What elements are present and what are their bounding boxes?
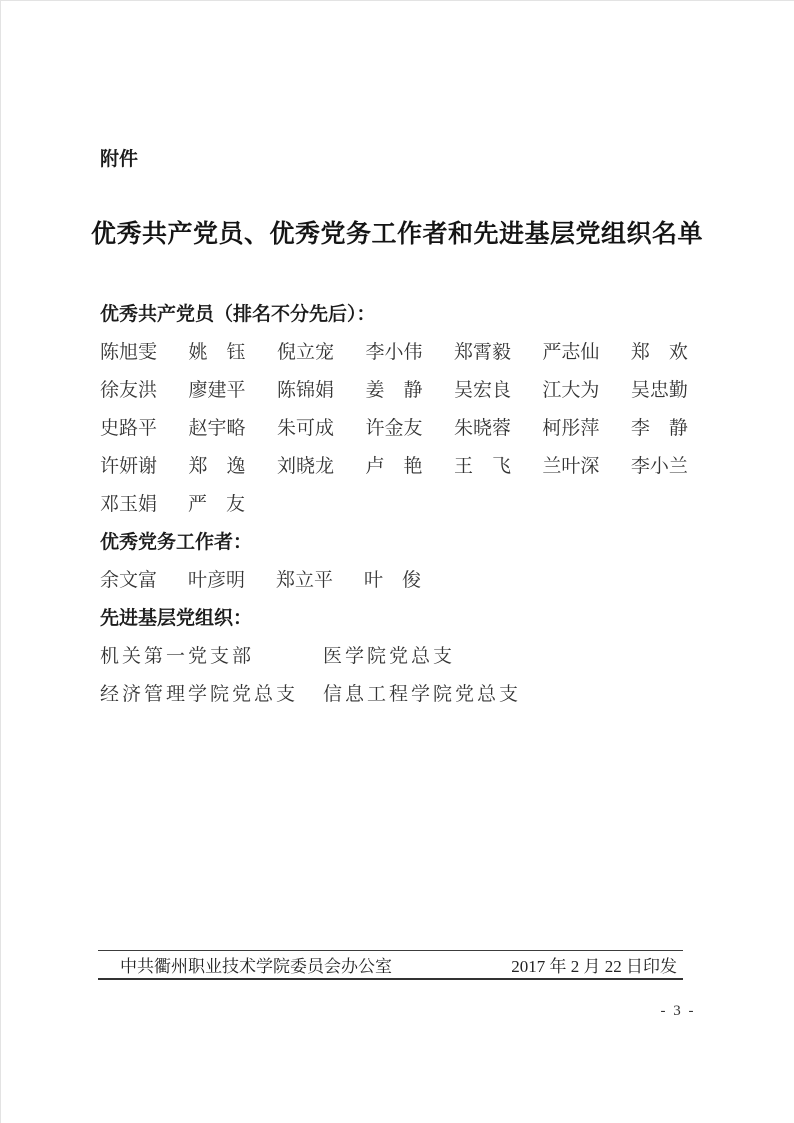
section-heading-advanced-organizations: 先进基层党组织：	[100, 608, 253, 629]
list-entry: 机关第一党支部	[100, 646, 255, 667]
list-entry: 王 飞	[453, 456, 511, 477]
issuing-office-label: 中共衢州职业技术学院委员会办公室	[120, 957, 392, 976]
list-entry: 卢 艳	[365, 456, 423, 477]
list-entry: 吴宏良	[453, 380, 511, 401]
list-entry: 李小兰	[630, 456, 688, 477]
list-entry: 倪立宠	[276, 342, 334, 363]
list-entry: 李 静	[630, 418, 688, 439]
list-entry: 许金友	[365, 418, 423, 439]
name-row	[100, 638, 688, 676]
list-entry: 叶 俊	[364, 570, 422, 591]
list-entry: 信息工程学院党总支	[323, 684, 522, 705]
list-entry: 经济管理学院党总支	[100, 684, 299, 705]
name-row	[100, 372, 688, 410]
list-entry: 史路平	[100, 418, 158, 439]
list-entry: 郑 逸	[188, 456, 246, 477]
list-entry: 邓玉娟	[100, 494, 158, 515]
list-entry: 赵宇略	[188, 418, 246, 439]
name-row	[100, 562, 688, 600]
name-row	[100, 486, 688, 524]
advanced-organizations-list	[100, 638, 688, 714]
print-date-label: 2017 年 2 月 22 日印发	[511, 957, 677, 976]
list-entry: 姚 钰	[188, 342, 246, 363]
list-entry: 徐友洪	[100, 380, 158, 401]
attachment-label: 附件	[100, 149, 139, 170]
footer-bottom-rule	[98, 978, 683, 980]
name-row	[100, 410, 688, 448]
section-heading-outstanding-members: 优秀共产党员（排名不分先后）：	[100, 304, 376, 325]
list-entry: 李小伟	[365, 342, 423, 363]
print-footer	[98, 950, 683, 980]
list-entry: 余文富	[100, 570, 158, 591]
list-entry: 姜 静	[365, 380, 423, 401]
footer-text-row	[98, 951, 683, 978]
list-entry: 郑霄毅	[453, 342, 511, 363]
list-entry: 严志仙	[542, 342, 600, 363]
party-affairs-workers-name-list	[100, 562, 688, 600]
document-body	[100, 296, 688, 714]
page-number: - 3 -	[660, 1003, 696, 1019]
section-heading-party-affairs-workers: 优秀党务工作者：	[100, 532, 253, 553]
list-entry: 吴忠勤	[630, 380, 688, 401]
list-entry: 陈旭雯	[100, 342, 158, 363]
list-entry: 严 友	[188, 494, 246, 515]
name-row	[100, 448, 688, 486]
list-entry: 叶彦明	[188, 570, 246, 591]
list-entry: 朱可成	[276, 418, 334, 439]
list-entry: 廖建平	[188, 380, 246, 401]
name-row	[100, 334, 688, 372]
list-entry: 朱晓蓉	[453, 418, 511, 439]
list-entry: 柯彤萍	[542, 418, 600, 439]
list-entry: 刘晓龙	[276, 456, 334, 477]
list-entry: 陈锦娟	[276, 380, 334, 401]
page-title: 优秀共产党员、优秀党务工作者和先进基层党组织名单	[90, 221, 703, 248]
outstanding-members-name-list	[100, 334, 688, 524]
list-entry: 许妍谢	[100, 456, 158, 477]
list-entry: 郑 欢	[630, 342, 688, 363]
list-entry: 医学院党总支	[323, 646, 456, 667]
list-entry: 郑立平	[276, 570, 334, 591]
list-entry: 兰叶深	[542, 456, 600, 477]
list-entry: 江大为	[542, 380, 600, 401]
name-row	[100, 676, 688, 714]
